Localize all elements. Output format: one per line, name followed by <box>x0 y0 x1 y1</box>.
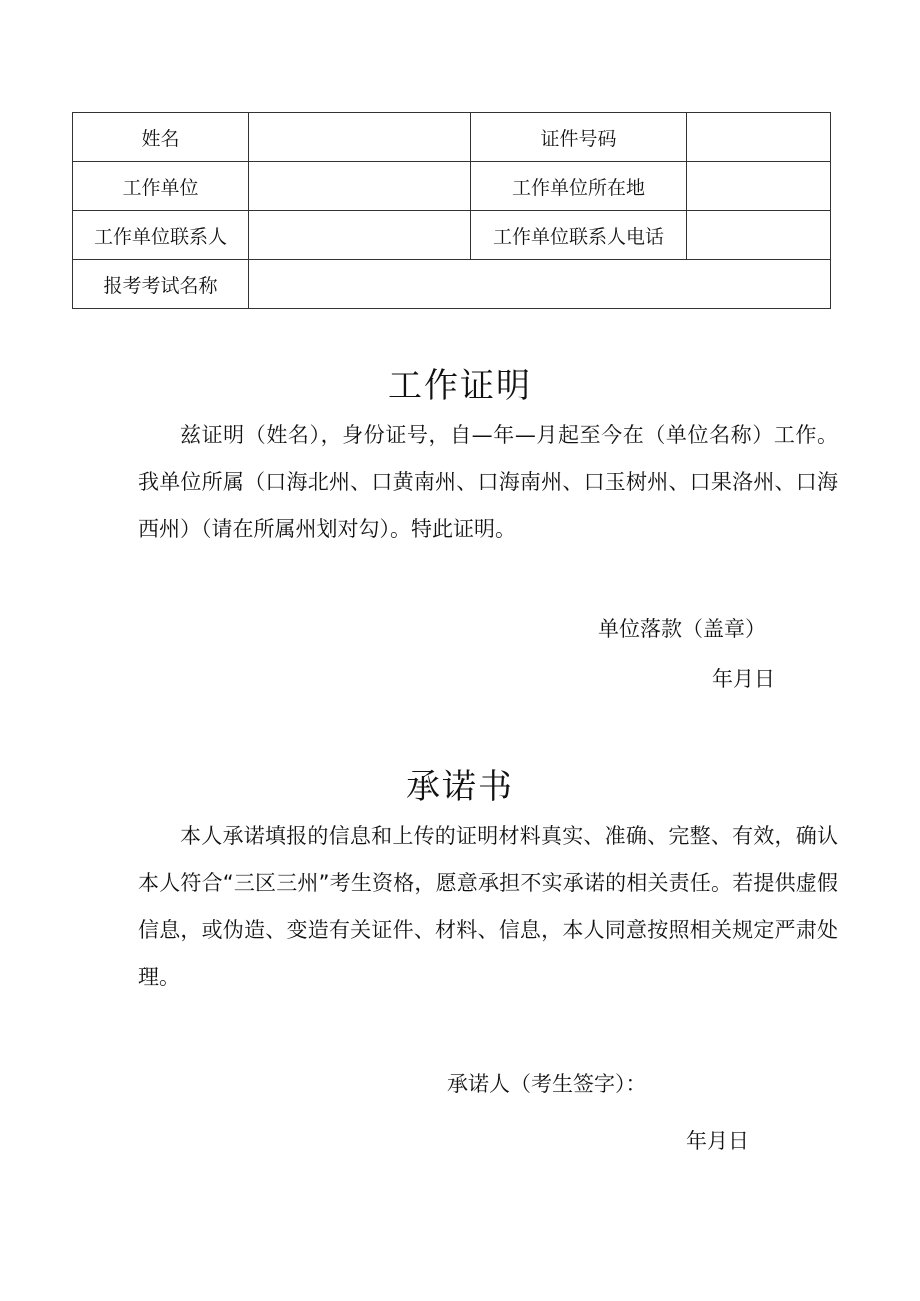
commitment-title: 承诺书 <box>406 767 514 807</box>
work-unit-contact-label: 工作单位联系人 <box>73 211 249 260</box>
work-certificate-title: 工作证明 <box>388 366 532 406</box>
commitment-body: 本人承诺填报的信息和上传的证明材料真实、准确、完整、有效，确认本人符合“三区三州”考生资格，愿意承担不实承诺的相关责任。若提供虚假信息，或伪造、变造有关证件、材料、信息，本人同意按照相关规定严肃处理。 <box>138 824 838 989</box>
work-unit-label: 工作单位 <box>73 162 249 211</box>
id-number-field[interactable] <box>687 113 831 162</box>
work-unit-location-field[interactable] <box>687 162 831 211</box>
work-certificate-date: 年月日 <box>712 667 775 691</box>
commitment-date: 年月日 <box>686 1129 749 1153</box>
work-unit-location-label: 工作单位所在地 <box>471 162 687 211</box>
work-unit-field[interactable] <box>249 162 471 211</box>
table-row <box>73 211 831 260</box>
work-unit-contact-phone-field[interactable] <box>687 211 831 260</box>
table-row <box>73 162 831 211</box>
exam-name-field[interactable] <box>249 260 831 309</box>
work-unit-contact-phone-label: 工作单位联系人电话 <box>471 211 687 260</box>
exam-name-label: 报考考试名称 <box>73 260 249 309</box>
name-label: 姓名 <box>73 113 249 162</box>
candidate-signature-label: 承诺人（考生签字）： <box>447 1072 647 1096</box>
name-field[interactable] <box>249 113 471 162</box>
applicant-info-table <box>72 112 831 309</box>
work-unit-contact-field[interactable] <box>249 211 471 260</box>
table-row <box>73 113 831 162</box>
unit-signature-label: 单位落款（盖章） <box>598 617 766 641</box>
work-certificate-body: 兹证明（姓名），身份证号，自—年—月起至今在（单位名称）工作。我单位所属（口海北州、口黄南州、口海南州、口玉树州、口果洛州、口海西州）（请在所属州划对勾）。特此证明。 <box>138 423 838 541</box>
id-number-label: 证件号码 <box>471 113 687 162</box>
table-row <box>73 260 831 309</box>
